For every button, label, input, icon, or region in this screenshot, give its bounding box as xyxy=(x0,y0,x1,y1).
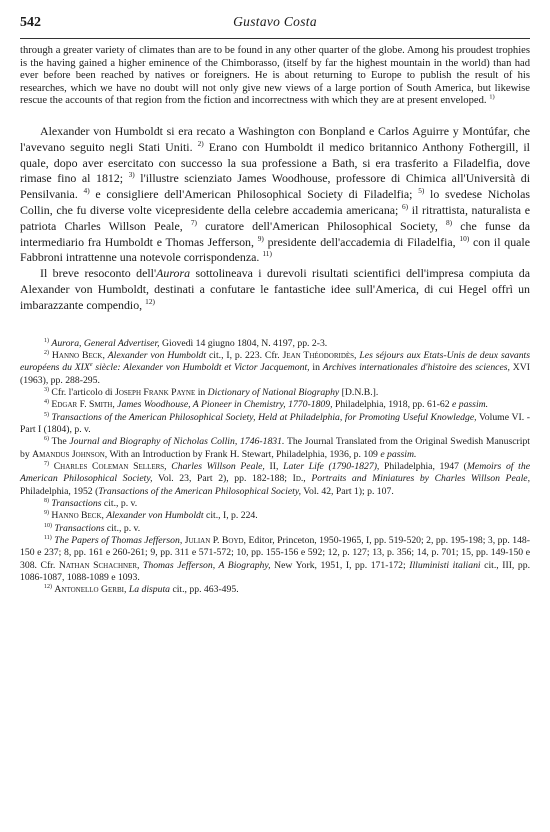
text-run: in xyxy=(195,386,208,398)
text-run: The Journal Translated from the Original Swedish Manuscript by xyxy=(20,436,530,460)
footnote-ref: 9) xyxy=(257,233,264,243)
author-name: Julian P. Boyd, xyxy=(182,535,246,547)
text-run: Alexander von Humboldt xyxy=(107,349,207,361)
footnote-4 xyxy=(20,399,530,411)
text-run: [D.N.B.]. xyxy=(339,386,379,398)
footnote-ref: 8) xyxy=(445,217,453,227)
footnote-ref: 5) xyxy=(418,186,425,196)
text-run: Cfr. l'articolo di xyxy=(49,386,116,398)
footnote-10 xyxy=(20,523,530,535)
text-run: Transactions xyxy=(54,522,105,534)
text-run: Erano con Humboldt il medico britannico Anthony Fothergill, il quale, dopo aver esercitato con successo la sua professione a Bath, si era trasferito a Filadelfia, dove rimase fino al 1812; xyxy=(20,139,530,186)
body-text xyxy=(20,124,530,314)
text-run: New York, 1951, I, pp. 171-172; xyxy=(270,559,410,571)
text-run: Il breve resoconto dell' xyxy=(40,266,157,281)
footnote-12 xyxy=(20,584,530,596)
text-run: With an Introduction by Frank H. Stewart, Philadelphia, 1936, p. 109 xyxy=(107,448,381,460)
footnote-mark: 8) xyxy=(44,497,49,504)
text-run: il ritrattista, naturalista e patriota Charles Willson Peale, xyxy=(20,202,530,233)
text-run: in xyxy=(309,362,323,374)
text-run: Later Life (1790-1827), xyxy=(283,460,380,472)
text-run: Philadelphia, 1952 ( xyxy=(20,485,99,497)
text-run: The xyxy=(49,436,70,448)
text-run: Philadelphia, 1918, pp. 61-62 xyxy=(332,399,452,411)
text-run: lo svedese Nicholas Collin, che fu diverse volte vicepresidente della celebre accademia americana; xyxy=(20,187,530,217)
text-run: Dictionary of National Biography xyxy=(207,386,340,398)
footnote-mark: 6) xyxy=(44,436,49,443)
footnote-6 xyxy=(20,436,530,461)
footnote-mark: 2) xyxy=(44,349,49,356)
text-run: Memoirs of the American Philosophical Society, xyxy=(20,460,531,485)
author-name: Jean Théodoridès, xyxy=(282,349,357,361)
footnote-mark: 7) xyxy=(44,460,49,467)
footnote-mark: 4) xyxy=(44,399,49,406)
text-run: James Woodhouse, A Pioneer in Chemistry, 1770-1809, xyxy=(114,399,333,411)
italic-title: Aurora xyxy=(156,266,191,281)
footnote-mark: 1) xyxy=(44,337,49,344)
text-run: Vol. 42, Part 1); p. 107. xyxy=(301,485,394,497)
author-name: Charles Coleman Sellers, xyxy=(53,460,167,472)
text-run: Transactions of the American Philosophical Society, Held at Philadelphia, for Promoting Useful Knowledge, xyxy=(51,411,477,423)
header-rule xyxy=(20,38,530,39)
footnote-mark: 3) xyxy=(44,386,49,393)
text-run: Charles Willson Peale, xyxy=(166,460,265,472)
text-run: e passim. xyxy=(452,399,489,411)
text-run: Aurora, General Advertiser, xyxy=(51,337,160,349)
footnote-ref: 4) xyxy=(83,186,90,196)
text-run: cit., I, p. 224. xyxy=(203,510,258,522)
author-name: Nathan Schachner, xyxy=(58,559,140,571)
text-run: con il quale Fabbroni intrattenne una notevole corrispondenza. xyxy=(20,234,530,265)
text-run: che funse da intermediario fra Humboldt e Thomas Jefferson, xyxy=(20,218,530,249)
footnote-5 xyxy=(20,412,530,437)
text-run: cit., III, pp. 1086-1087, 1088-1089 e 1093. xyxy=(20,559,530,584)
footnote-mark: 9) xyxy=(44,510,49,517)
text-run: sottolineava i durevoli risultati scientifici dell'impresa compiuta da Alexander von Humboldt, destinati a confutare le fantastiche idee sull'America, di cui Hegel offrì un imbarazzante compendio, xyxy=(20,266,530,312)
text-run: Philadelphia, 1947 ( xyxy=(379,460,467,472)
footnote-ref: 3) xyxy=(128,170,135,180)
running-title: Gustavo Costa xyxy=(233,14,317,29)
text-run: Portraits and Miniatures by Charles Willson Peale, xyxy=(305,473,530,485)
paragraph-2 xyxy=(20,266,530,313)
text-run: II, xyxy=(264,460,284,472)
text-run: XVI (1963), pp. 288-295. xyxy=(20,362,531,386)
footnote-11 xyxy=(20,535,530,584)
footnote-ref: 12) xyxy=(145,296,155,306)
text-run: l'illustre scienziato James Woodhouse, professore di Chimica all'Università di Pensilvania. xyxy=(20,171,531,202)
footnote-mark: 5) xyxy=(44,411,49,418)
text-run: cit., I, p. 223. Cfr. xyxy=(206,349,283,361)
footnote-ref: 10) xyxy=(459,233,470,243)
footnote-7 xyxy=(20,461,530,498)
footnote-ref: 6) xyxy=(402,201,409,211)
author-name: Hanno Beck, xyxy=(51,510,104,522)
text-run: Editor, Princeton, 1950-1965, I, pp. 519-520; 2, pp. 195-198; 3, pp. 148-150 e 237; 8, pp. 161 e 260-261; 9, pp. 311 e 571-572; 10, pp. 155-156 e 592; 12, p. 127; 13, p. 356; 14, p. 701; 15, pp. 149-150 e 308. Cfr. xyxy=(20,535,531,571)
text-run: e passim. xyxy=(380,448,417,460)
author-name: Joseph Frank Payne xyxy=(115,386,196,398)
text-run: Archives internationales d'histoire des sciences, xyxy=(322,362,510,374)
text-run: Les séjours aux Etats-Unis de deux savants européens du XIX xyxy=(20,349,531,374)
author-name: Hanno Beck, xyxy=(51,349,105,361)
text-run: siècle: Alexander von Humboldt et Victor Jacquemont, xyxy=(92,362,310,374)
text-run: cit., p. v. xyxy=(101,498,138,509)
text-run: Alexander von Humboldt xyxy=(103,510,204,522)
text-run: Thomas Jefferson, A Biography, xyxy=(139,559,271,571)
footnotes xyxy=(20,338,530,597)
text-run: Illuministi italiani xyxy=(409,559,481,571)
footnote-ref: 1) xyxy=(489,93,495,101)
quotation-text: through a greater variety of climates than are to be found in any other quarter of the globe. Among his proudest trophies is the having gained a higher eminence of the Chimborasso, (itself by far the highest mountain in the world) than had ever before been reached by natives or foreigners. He is about returning to Europe to publish the result of his researches, which we have no doubt will not only give new views of a large portion of South America, but likewise rescue the accounts of that region from the fiction and incorrectness with which they are at present enveloped. xyxy=(20,45,530,107)
text-run: Vol. 23, Part 2), pp. 182-188; xyxy=(152,473,293,485)
footnote-mark: 10) xyxy=(44,522,52,529)
text-run: e consigliere dell'American Philosophical Society di Filadelfia; xyxy=(89,187,413,202)
footnote-ref: 11) xyxy=(262,249,272,259)
footnote-mark: 11) xyxy=(44,534,52,541)
author-name: Antonello Gerbi, xyxy=(54,584,127,596)
footnote-8 xyxy=(20,498,530,510)
text-run: Volume VI. - Part I (1804), p. v. xyxy=(20,411,531,435)
text-run: The Papers of Thomas Jefferson, xyxy=(54,535,183,547)
footnote-9 xyxy=(20,510,530,522)
page-number: 542 xyxy=(20,15,41,30)
footnote-mark: 12) xyxy=(44,584,52,591)
footnote-ref: 2) xyxy=(197,138,204,148)
text-run: cit., pp. 463-495. xyxy=(170,584,239,596)
english-quotation xyxy=(20,45,530,108)
running-head xyxy=(20,14,530,36)
text-run: Transactions xyxy=(51,498,102,509)
footnote-1 xyxy=(20,338,530,350)
text-run: Journal and Biography of Nicholas Collin, 1746-1831. xyxy=(69,436,285,448)
text-run: presidente dell'accademia di Filadelfia, xyxy=(263,234,456,249)
text-run: Transactions of the American Philosophical Society, xyxy=(98,485,301,497)
author-name: Amandus Johnson, xyxy=(32,448,108,460)
text-run: curatore dell'American Philosophical Society, xyxy=(196,218,438,233)
text-run: La disputa xyxy=(126,584,171,596)
author-name: Edgar F. Smith, xyxy=(51,399,115,411)
author-name: Id., xyxy=(292,473,306,485)
footnote-ref: 7) xyxy=(190,217,197,227)
paragraph-1 xyxy=(20,124,530,266)
text-run: Giovedì 14 giugno 1804, N. 4197, pp. 2-3. xyxy=(159,337,328,349)
text-run: cit., p. v. xyxy=(104,522,141,534)
superscript: e xyxy=(89,361,93,368)
footnote-3 xyxy=(20,387,530,399)
text-run: Alexander von Humboldt si era recato a Washington con Bonpland e Carlos Aguirre y Montúfar, che l'avevano seguito negli Stati Uniti. xyxy=(20,123,530,154)
footnote-2 xyxy=(20,350,530,387)
